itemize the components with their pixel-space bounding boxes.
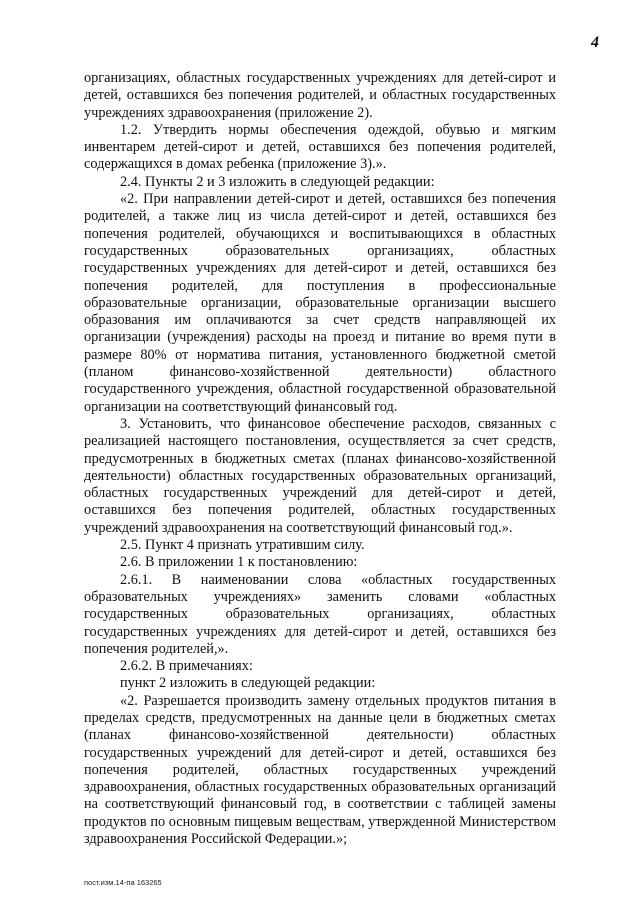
- document-body: [84, 70, 556, 848]
- footer-code: пост.изм.14-па 163265: [84, 878, 162, 887]
- paragraph-item-3: 3. Установить, что финансовое обеспечение расходов, связанных с реализацией настоящего постановления, осуществляется за счет средств, предусмотренных в бюджетных сметах (планах финансово-хозяйственной деятельности) областных государственных образовательных организаций, областных государственных учреждений для детей-сирот и детей, оставшихся без попечения родителей, областных государственных учреждений здравоохранения на соответствующий финансовый год.».: [84, 415, 556, 536]
- paragraph-2-4: 2.4. Пункты 2 и 3 изложить в следующей редакции:: [120, 173, 435, 190]
- paragraph-note-2: «2. Разрешается производить замену отдельных продуктов питания в пределах средств, предусмотренных на данные цели в бюджетных сметах (планах финансово-хозяйственной деятельности) областных государственных учреждений для детей-сирот и детей, оставшихся без попечения родителей, областных государственных учреждений здравоохранения, областных государственных образовательных организаций на соответствующий финансовый год, в соответствии с таблицей замены продуктов по основным пищевым веществам, утвержденной Министерством здравоохранения Российской Федерации.»;: [84, 692, 556, 848]
- paragraph-2-5: 2.5. Пункт 4 признать утратившим силу.: [120, 537, 365, 554]
- paragraph-continuation: организациях, областных государственных учреждениях для детей-сирот и детей, оставшихся без попечения родителей, и областных государственных учреждениях здравоохранения (приложение 2).: [84, 70, 556, 121]
- paragraph-item-2: «2. При направлении детей-сирот и детей, оставшихся без попечения родителей, а также лиц из числа детей-сирот и детей, оставшихся без попечения родителей, обучающихся и воспитывающихся в областных государственных образовательных организациях, областных государственных учреждениях для детей-сирот и детей, оставшихся без попечения родителей, для поступления в профессиональные образовательные организации, образовательные организации высшего образования им оплачиваются за счет средств направляющей их организации (учреждения) расходы на проезд и питание во время пути в размере 80% от норматива питания, установленного бюджетной сметой (планом финансово-хозяйственной деятельности) областного государственного учреждения, областной государственной образовательной организации на соответствующий финансовый год.: [84, 191, 556, 415]
- paragraph-2-6-1: 2.6.1. В наименовании слова «областных государственных образовательных учреждениях» заменить словами «областных государственных образовательных организациях, областных государственных учреждениях для детей-сирот и детей, оставшихся без попечения родителей,».: [84, 571, 556, 657]
- page-number: 4: [591, 34, 599, 51]
- paragraph-2-6: 2.6. В приложении 1 к постановлению:: [120, 554, 358, 571]
- paragraph-point-2-intro: пункт 2 изложить в следующей редакции:: [120, 675, 376, 692]
- paragraph-1-2: 1.2. Утвердить нормы обеспечения одеждой, обувью и мягким инвентарем детей-сирот и детей, оставшихся без попечения родителей, содержащихся в домах ребенка (приложение 3).».: [84, 121, 556, 173]
- paragraph-2-6-2: 2.6.2. В примечаниях:: [120, 658, 253, 675]
